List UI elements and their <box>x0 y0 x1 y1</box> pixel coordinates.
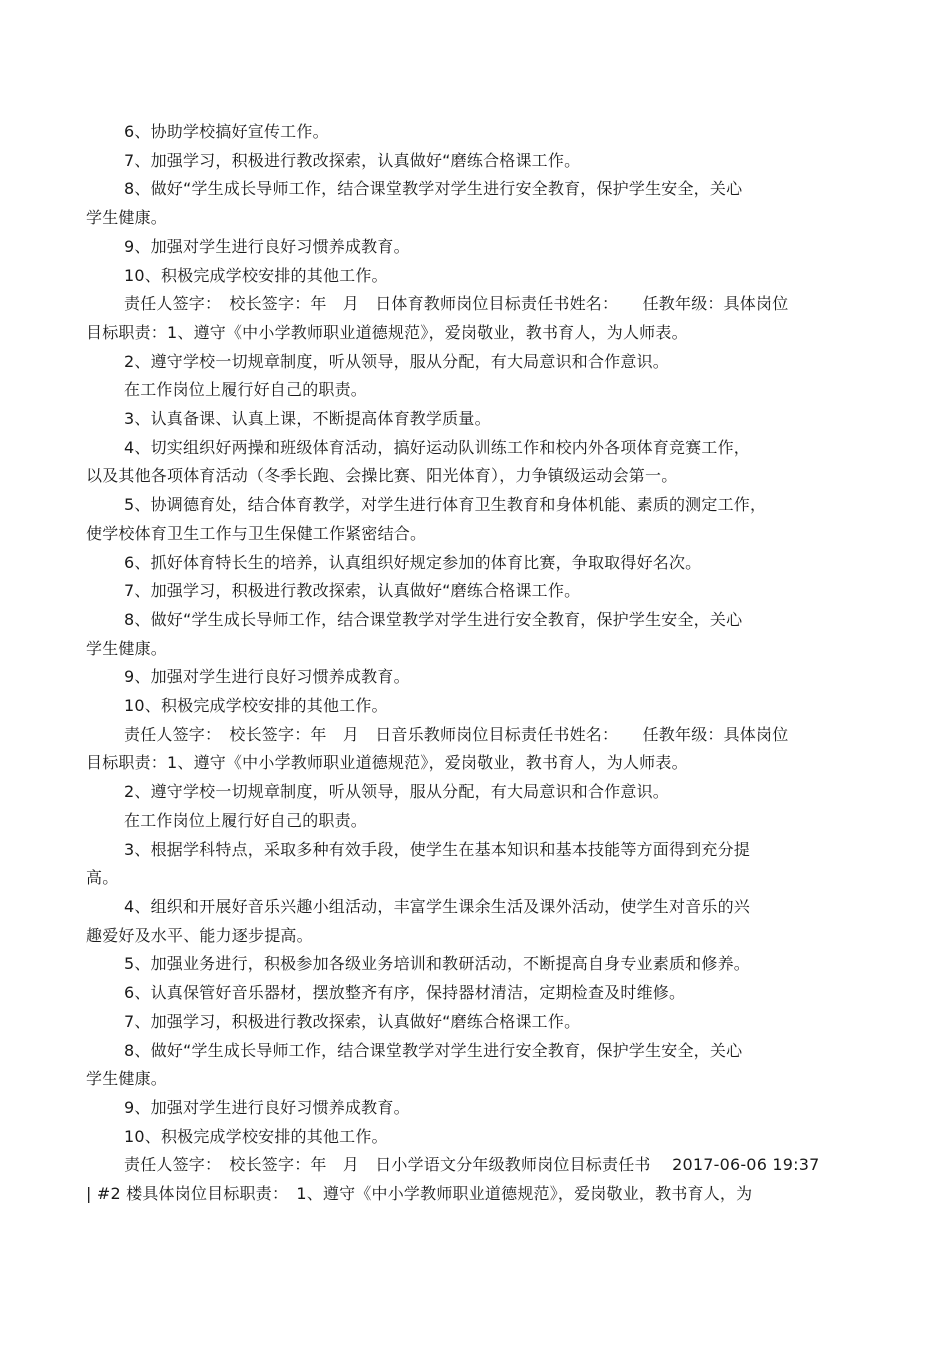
document-body <box>86 118 866 1209</box>
text-line: 6、抓好体育特长生的培养，认真组织好规定参加的体育比赛，争取取得好名次。 <box>124 552 702 572</box>
text-line: 2、遵守学校一切规章制度，听从领导，服从分配，有大局意识和合作意识。 <box>124 351 669 371</box>
text-line: 5、加强业务进行，积极参加各级业务培训和教研活动，不断提高自身专业素质和修养。 <box>124 954 750 974</box>
text-line: 以及其他各项体育活动（冬季长跑、会操比赛、阳光体育），力争镇级运动会第一。 <box>86 466 678 486</box>
text-line: 8、做好“学生成长导师工作，结合课堂教学对学生进行安全教育，保护学生安全，关心 <box>124 609 743 629</box>
text-line: 责任人签字： 校长签字：年 月 日体育教师岗位目标责任书姓名： 任教年级：具体岗位 <box>124 294 789 314</box>
text-line: 10、积极完成学校安排的其他工作。 <box>124 1126 388 1146</box>
text-line: 3、认真备课、认真上课，不断提高体育教学质量。 <box>124 409 491 429</box>
text-line: 9、加强对学生进行良好习惯养成教育。 <box>124 236 410 256</box>
text-line: 5、协调德育处，结合体育教学，对学生进行体育卫生教育和身体机能、素质的测定工作， <box>124 495 767 515</box>
text-line: 责任人签字： 校长签字：年 月 日小学语文分年级教师岗位目标责任书 2017-06-06 19:37 <box>124 1155 820 1175</box>
text-line: 10、积极完成学校安排的其他工作。 <box>124 696 388 716</box>
text-line: 趣爱好及水平、能力逐步提高。 <box>86 925 313 945</box>
text-line: 7、加强学习，积极进行教改探索，认真做好“磨练合格课工作。 <box>124 150 581 170</box>
text-line: 学生健康。 <box>86 208 168 228</box>
text-line: 6、协助学校搞好宣传工作。 <box>124 122 329 141</box>
text-line: 7、加强学习，积极进行教改探索，认真做好“磨练合格课工作。 <box>124 1011 581 1031</box>
text-line: 3、根据学科特点，采取多种有效手段，使学生在基本知识和基本技能等方面得到充分提 <box>124 839 750 859</box>
text-line: 6、认真保管好音乐器材，摆放整齐有序，保持器材清洁，定期检查及时维修。 <box>124 983 686 1003</box>
text-line: 高。 <box>86 868 119 888</box>
text-line: 学生健康。 <box>86 638 168 658</box>
text-line: 2、遵守学校一切规章制度，听从领导，服从分配，有大局意识和合作意识。 <box>124 782 669 802</box>
text-line: 10、积极完成学校安排的其他工作。 <box>124 265 388 285</box>
text-line: 7、加强学习，积极进行教改探索，认真做好“磨练合格课工作。 <box>124 581 581 601</box>
text-line: 8、做好“学生成长导师工作，结合课堂教学对学生进行安全教育，保护学生安全，关心 <box>124 1040 743 1060</box>
text-line: 4、组织和开展好音乐兴趣小组活动，丰富学生课余生活及课外活动，使学生对音乐的兴 <box>124 896 750 916</box>
text-line: 学生健康。 <box>86 1069 168 1089</box>
text-line: | #2 楼具体岗位目标职责： 1、遵守《中小学教师职业道德规范》，爱岗敬业，教书育人，为 <box>86 1184 753 1204</box>
text-line: 在工作岗位上履行好自己的职责。 <box>124 380 368 400</box>
text-line: 在工作岗位上履行好自己的职责。 <box>124 810 368 830</box>
text-line: 4、切实组织好两操和班级体育活动，搞好运动队训练工作和校内外各项体育竞赛工作， <box>124 437 750 457</box>
text-line: 责任人签字： 校长签字：年 月 日音乐教师岗位目标责任书姓名： 任教年级：具体岗位 <box>124 724 789 744</box>
text-line: 使学校体育卫生工作与卫生保健工作紧密结合。 <box>86 523 427 543</box>
text-line: 目标职责：1、遵守《中小学教师职业道德规范》，爱岗敬业，教书育人，为人师表。 <box>86 753 688 773</box>
text-line: 8、做好“学生成长导师工作，结合课堂教学对学生进行安全教育，保护学生安全，关心 <box>124 179 743 199</box>
text-line: 9、加强对学生进行良好习惯养成教育。 <box>124 667 410 687</box>
text-line: 9、加强对学生进行良好习惯养成教育。 <box>124 1097 410 1117</box>
text-line: 目标职责：1、遵守《中小学教师职业道德规范》，爱岗敬业，教书育人，为人师表。 <box>86 322 688 342</box>
